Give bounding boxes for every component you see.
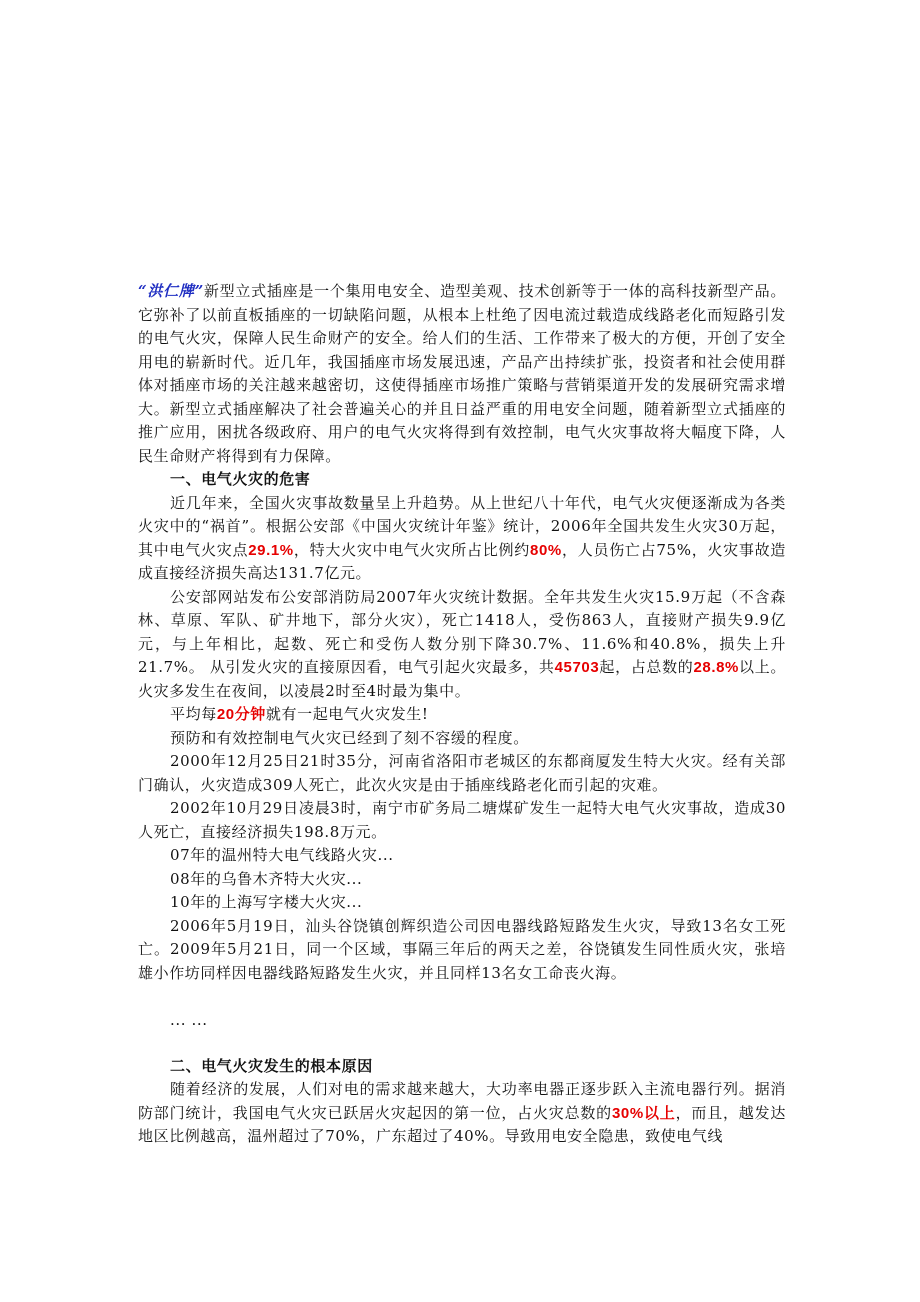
section1-paragraph-9: 10年的上海写字楼大火灾... [170, 893, 363, 911]
text-span: ，人员伤亡占75%，火灾事故造成直接经济损失高达131.7亿元。 [138, 540, 786, 582]
highlight-stat: 80% [530, 541, 562, 559]
text-span: ，而且，越发达地区比例越高，温州超过了70%，广东超过了40%。导致用电安全隐患，致使电气线 [138, 1103, 786, 1145]
spacer [138, 985, 786, 1009]
text-span: 随着经济的发展，人们对电的需求越来越大，大功率电器正逐步跃入主流电器行列。据消防部门统计，我国电气火灾已跃居火灾起因的第一位，占火灾总数的 [138, 1080, 786, 1122]
highlight-stat: 30%以上 [611, 1104, 676, 1122]
text-span: 公安部网站发布公安部消防局2007年火灾统计数据。全年共发生火灾15.9万起（不含森林、草原、军队、矿井地下，部分火灾），死亡1418人，受伤863人，直接财产损失9.9亿元，与上年相比，起数、死亡和受伤人数分别下降30.7%、11.6%和40.8%，损失上升21.7%。 从引发火灾的直接原因看，电气引起火灾最多，共 [138, 587, 786, 676]
section1-paragraph-4: 预防和有效控制电气火灾已经到了刻不容缓的程度。 [170, 728, 529, 747]
section1-paragraph-10: 2006年5月19日，汕头谷饶镇创辉织造公司因电器线路短路发生火灾，导致13名女工死亡。2009年5月21日，同一个区域，事隔三年后的两天之差，谷饶镇发生同性质火灾，张培雄小作坊同样因电器线路短路发生火灾，并且同样13名女工命丧火海。 [138, 916, 786, 982]
section1-paragraph-8: 08年的乌鲁木齐特大火灾... [170, 869, 363, 888]
section1-paragraph-2 [138, 586, 786, 704]
section1-paragraph-7: 07年的温州特大电气线路火灾... [170, 846, 394, 864]
section1-paragraph-5: 2000年12月25日21时35分，河南省洛阳市老城区的东都商厦发生特大火灾。经有关部门确认，火灾造成309人死亡，此次火灾是由于插座线路老化而引起的灾难。 [138, 752, 786, 794]
intro-paragraph [138, 280, 786, 468]
text-span: 就有一起电气火灾发生! [265, 705, 429, 723]
text-span: 平均每 [170, 705, 217, 723]
brand-name: “洪仁牌” [138, 282, 204, 300]
section2-paragraph-1 [138, 1078, 786, 1149]
text-span: ，特大火灾中电气火灾所占比例约 [293, 540, 530, 559]
text-span: 近几年来，全国火灾事故数量呈上升趋势。从上世纪八十年代，电气火灾便逐渐成为各类火灾中的“祸首”。根据公安部《中国火灾统计年鉴》统计，2006年全国共发生火灾30万起，其中电气火灾点 [138, 493, 786, 559]
highlight-stat: 29.1% [248, 541, 294, 559]
text-span: 以上。火灾多发生在夜间，以凌晨2时至4时最为集中。 [138, 658, 786, 700]
section1-paragraph-3 [138, 703, 786, 727]
highlight-stat: 45703 [554, 659, 600, 676]
highlight-stat: 28.8% [693, 659, 739, 676]
spacer [138, 1033, 786, 1055]
document-page [138, 280, 786, 1149]
section1-paragraph-1 [138, 492, 786, 586]
section2-heading: 二、电气火灾发生的根本原因 [170, 1056, 373, 1075]
intro-text: 新型立式插座是一个集用电安全、造型美观、技术创新等于一体的高科技新型产品。它弥补了以前直板插座的一切缺陷问题，从根本上杜绝了因电流过载造成线路老化而短路引发的电气火灾，保障人民生命财产的安全。给人们的生活、工作带来了极大的方便，开创了安全用电的崭新时代。近几年，我国插座市场发展迅速，产品产出持续扩张，投资者和社会使用群体对插座市场的关注越来越密切，这使得插座市场推广策略与营销渠道开发的发展研究需求增大。新型立式插座解决了社会普遍关心的并且日益严重的用电安全问题，随着新型立式插座的推广应用，困扰各级政府、用户的电气火灾将得到有效控制，电气火灾事故将大幅度下降，人民生命财产将得到有力保障。 [138, 282, 786, 465]
section1-paragraph-6: 2002年10月29日凌晨3时，南宁市矿务局二塘煤矿发生一起特大电气火灾事故，造成30人死亡，直接经济损失198.8万元。 [138, 799, 786, 841]
highlight-stat: 20分钟 [216, 706, 266, 723]
section1-heading: 一、电气火灾的危害 [170, 470, 311, 488]
text-span: 起，占总数的 [599, 658, 694, 676]
ellipsis: ... ... [170, 1011, 208, 1029]
